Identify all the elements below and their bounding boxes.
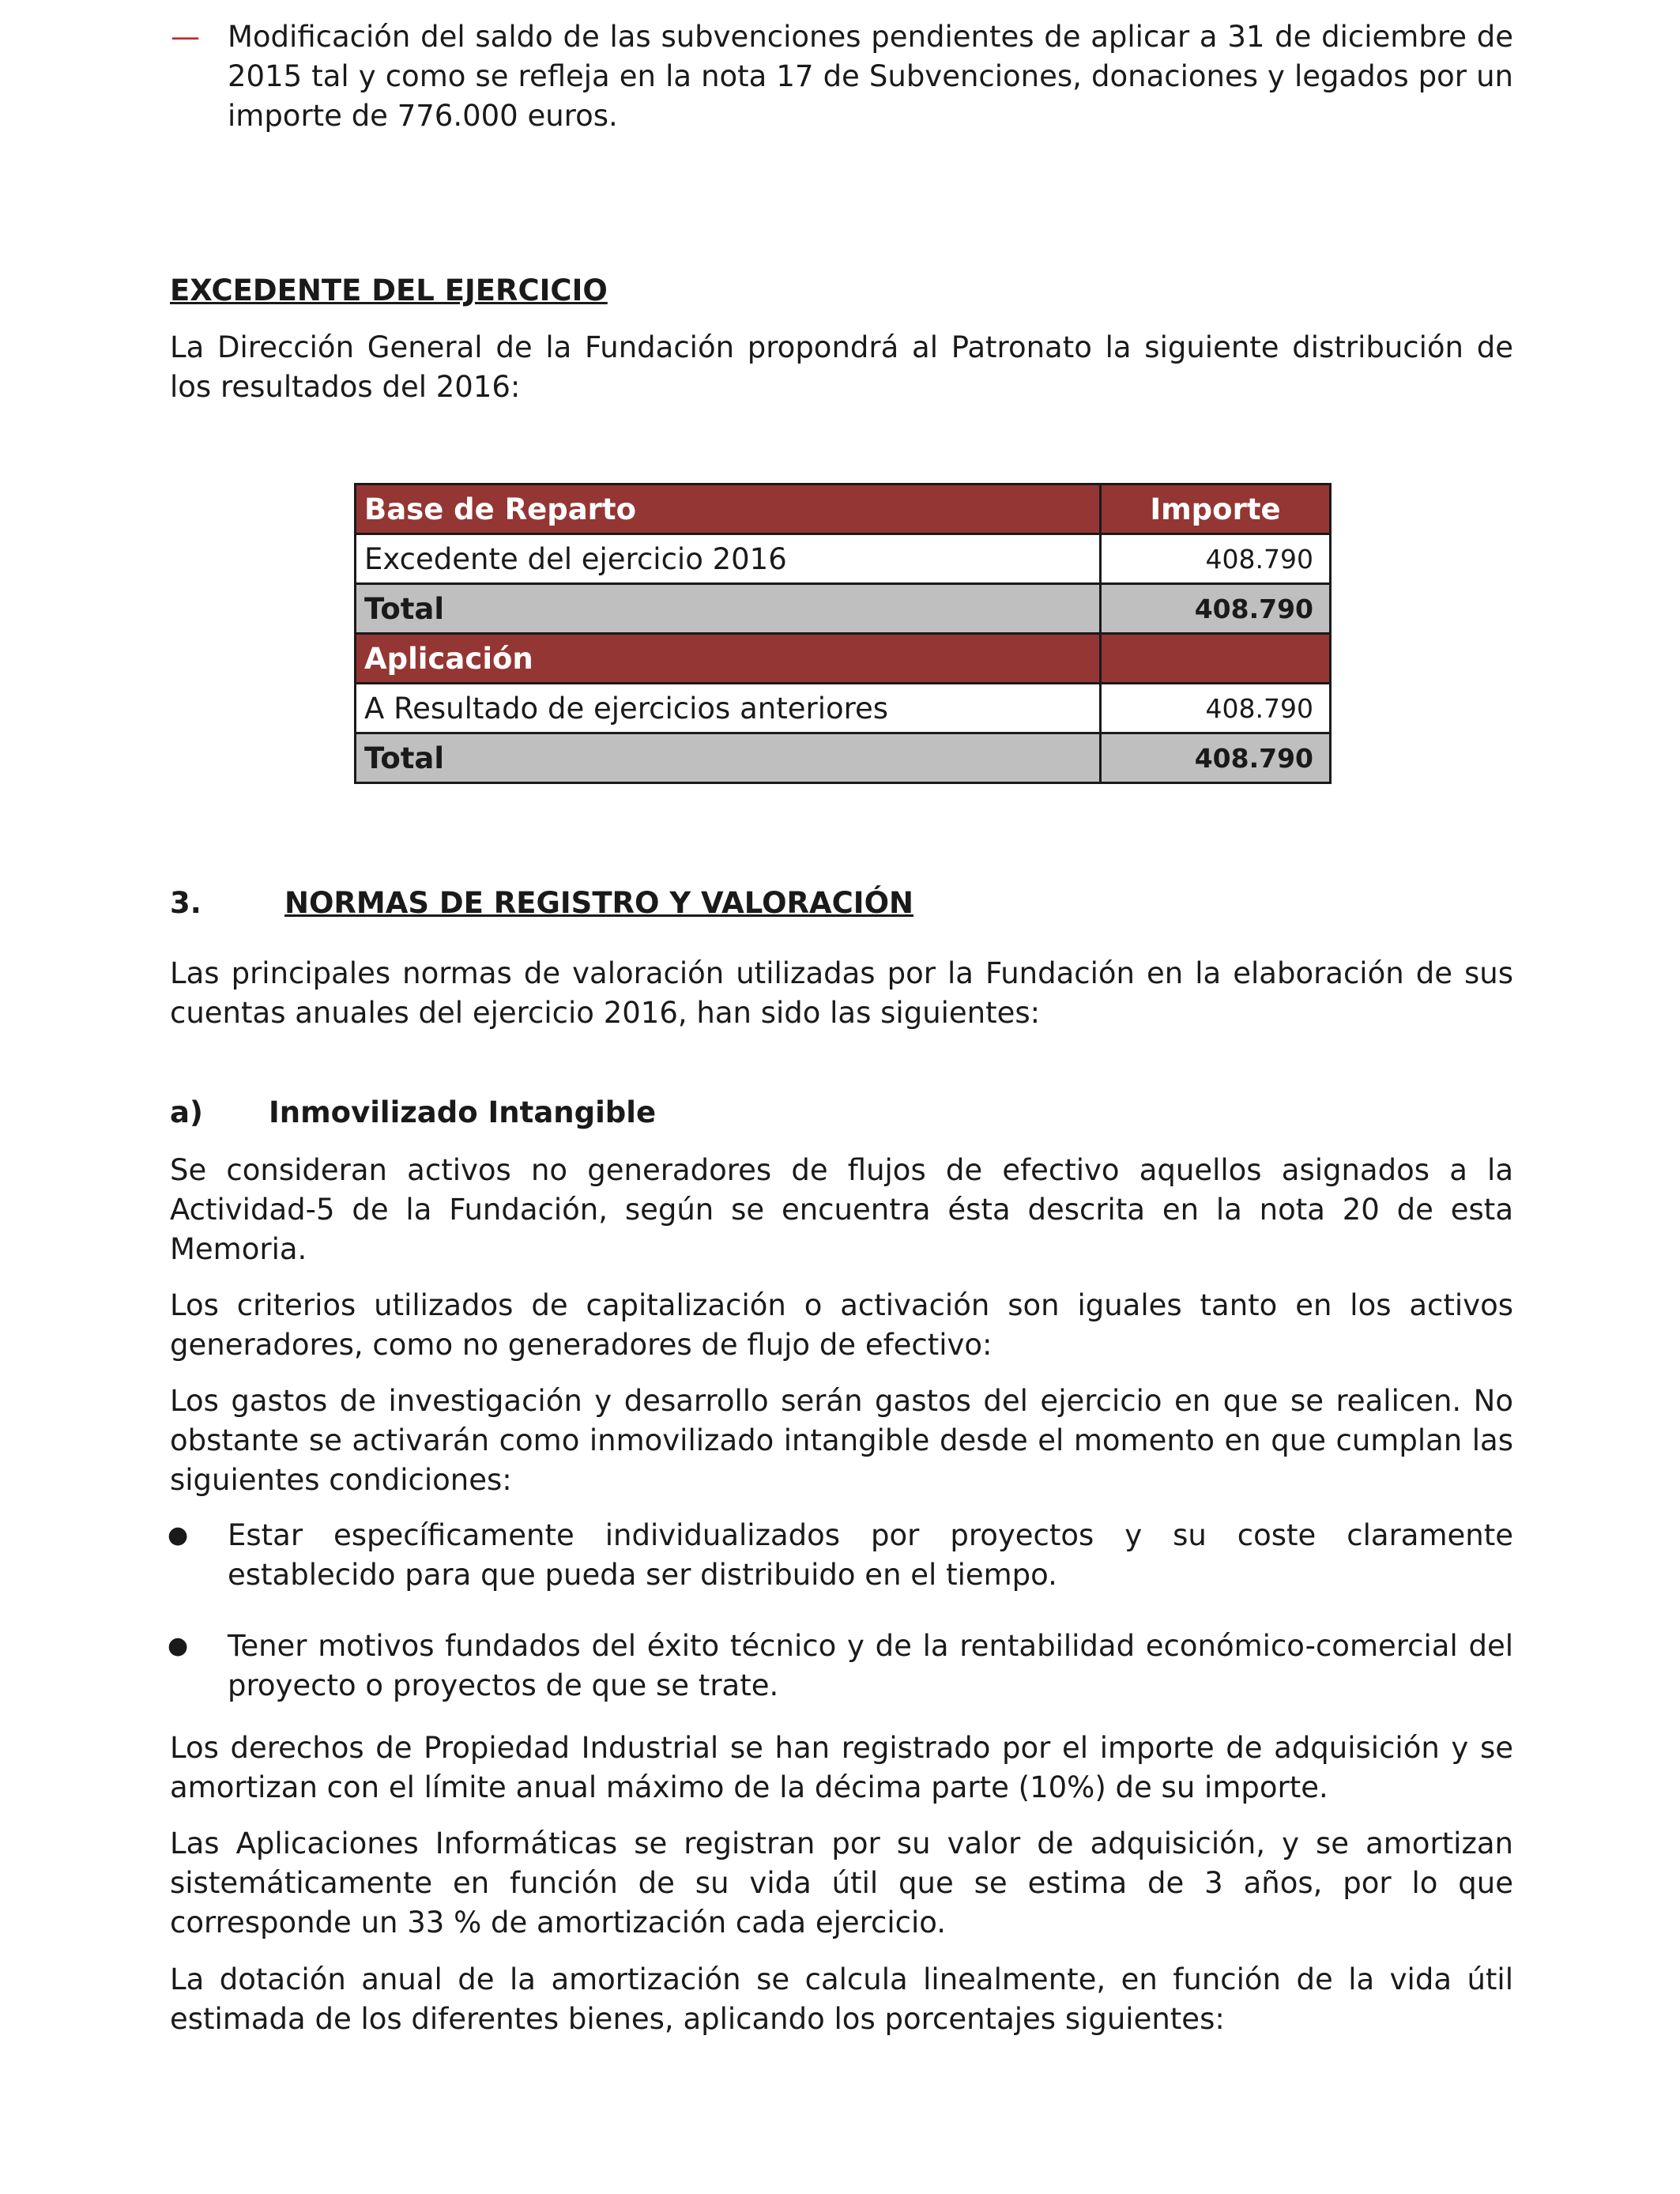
paragraph-block [170, 1151, 1513, 1269]
dash-marker: — [171, 20, 200, 54]
paragraph-block [170, 1286, 1513, 1365]
paragraph-block [170, 1728, 1513, 1808]
bullet-text: Estar específicamente individualizados por proyectos y su coste claramente establecido para que pueda ser distribuido en el tiempo. [228, 1518, 1513, 1592]
excedente-section [170, 271, 1513, 311]
section-number: 3. [170, 886, 202, 920]
excedente-paragraph: La Dirección General de la Fundación propondrá al Patronato la siguiente distribución de los resultados del 2016: [170, 330, 1513, 404]
paragraph-block [170, 1382, 1513, 1500]
excedente-heading: EXCEDENTE DEL EJERCICIO [170, 273, 608, 307]
bullet-list-item [168, 1516, 1513, 1595]
bullet-text: Tener motivos fundados del éxito técnico y de la rentabilidad económico-comercial del proyecto o proyectos de que se trate. [228, 1629, 1513, 1702]
header-empty-cell [1101, 634, 1331, 684]
paragraph: Los gastos de investigación y desarrollo serán gastos del ejercicio en que se realicen. No obstante se activarán como inmovilizado intangible desde el momento en que cumplan las siguientes condiciones: [170, 1384, 1513, 1497]
bullet-list-item [168, 1627, 1513, 1706]
paragraph: Los criterios utilizados de capitalización o activación son iguales tanto en los activos generadores, como no generadores de flujo de efectivo: [170, 1288, 1513, 1362]
total-label: Total [356, 584, 1101, 634]
paragraph: La dotación anual de la amortización se calcula linealmente, en función de la vida útil estimada de los diferentes bienes, aplicando los porcentajes siguientes: [170, 1962, 1513, 2036]
header-base-reparto: Base de Reparto [356, 484, 1101, 534]
table-header-row [356, 484, 1331, 534]
table-row [356, 684, 1331, 733]
paragraph: Los derechos de Propiedad Industrial se han registrado por el importe de adquisición y se amortizan con el límite anual máximo de la décima parte (10%) de su importe. [170, 1731, 1513, 1804]
table-row [356, 534, 1331, 584]
table-header-row [356, 634, 1331, 684]
subsection-title: Inmovilizado Intangible [269, 1095, 657, 1129]
total-value: 408.790 [1101, 733, 1331, 783]
header-importe: Importe [1101, 484, 1331, 534]
section3-paragraph: Las principales normas de valoración utilizadas por la Fundación en la elaboración de sus cuentas anuales del ejercicio 2016, han sido las siguientes: [170, 956, 1513, 1030]
bullet-marker: ● [168, 1521, 189, 1549]
section3-paragraph-block [170, 954, 1513, 1033]
row-value: 408.790 [1101, 684, 1331, 733]
paragraph-block [170, 1960, 1513, 2039]
dash-list-item [171, 17, 1513, 136]
paragraph: Se consideran activos no generadores de flujos de efectivo aquellos asignados a la Actividad-5 de la Fundación, según se encuentra ésta descrita en la nota 20 de esta Memoria. [170, 1153, 1513, 1266]
dash-item-text: Modificación del saldo de las subvenciones pendientes de aplicar a 31 de diciembre de 2015 tal y como se refleja en la nota 17 de Subvenciones, donaciones y legados por un importe de 776.000 euros. [228, 20, 1513, 133]
section-title: NORMAS DE REGISTRO Y VALORACIÓN [284, 886, 913, 920]
subsection-letter: a) [170, 1095, 203, 1129]
paragraph: Las Aplicaciones Informáticas se registran por su valor de adquisición, y se amortizan sistemáticamente en función de su vida útil que se estima de 3 años, por lo que corresponde un 33 % de amortización cada ejercicio. [170, 1826, 1513, 1940]
row-value: 408.790 [1101, 534, 1331, 584]
total-value: 408.790 [1101, 584, 1331, 634]
bullet-marker: ● [168, 1632, 189, 1660]
header-aplicacion: Aplicación [356, 634, 1101, 684]
row-label: A Resultado de ejercicios anteriores [356, 684, 1101, 733]
total-label: Total [356, 733, 1101, 783]
excedente-paragraph-block [170, 328, 1513, 407]
distribution-table [354, 483, 1332, 784]
paragraph-block [170, 1824, 1513, 1943]
table-total-row [356, 733, 1331, 783]
table-total-row [356, 584, 1331, 634]
row-label: Excedente del ejercicio 2016 [356, 534, 1101, 584]
